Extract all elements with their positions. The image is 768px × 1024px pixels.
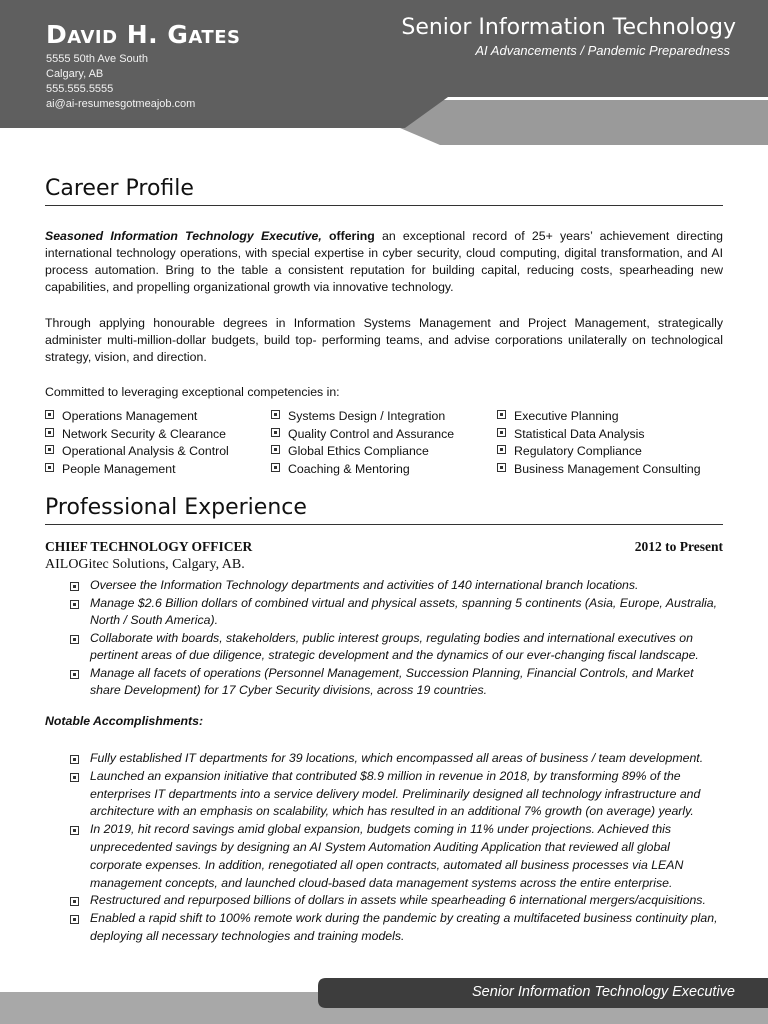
checkbox-bullet-icon bbox=[271, 410, 280, 419]
checkbox-bullet-icon bbox=[271, 445, 280, 454]
header-subtitle: AI Advancements / Pandemic Preparedness bbox=[475, 43, 730, 58]
accomplishment-item: Fully established IT departments for 39 locations, which encompassed all areas of business / team development. bbox=[70, 750, 720, 768]
checkbox-bullet-icon bbox=[45, 410, 54, 419]
job-company: AILOGitec Solutions, Calgary, AB. bbox=[45, 557, 245, 572]
contact-phone: 555.555.5555 bbox=[46, 83, 114, 95]
competency-item: Operational Analysis & Control bbox=[45, 443, 229, 461]
candidate-name: David H. Gates bbox=[46, 20, 241, 49]
checkbox-bullet-icon bbox=[70, 897, 79, 906]
checkbox-bullet-icon bbox=[497, 463, 506, 472]
contact-address: 5555 50th Ave South bbox=[46, 53, 148, 65]
experience-heading: Professional Experience bbox=[45, 495, 723, 525]
checkbox-bullet-icon bbox=[271, 428, 280, 437]
checkbox-bullet-icon bbox=[45, 428, 54, 437]
duties-list bbox=[70, 577, 720, 700]
duty-item: Manage all facets of operations (Personnel Management, Succession Planning, Financial Controls, and Market share Development) for 17 Cyber Security divisions, across 19 countries. bbox=[70, 665, 720, 700]
accomplishment-item: Restructured and repurposed billions of dollars in assets while spearheading 6 international mergers/acquisitions. bbox=[70, 892, 720, 910]
checkbox-bullet-icon bbox=[70, 755, 79, 764]
checkbox-bullet-icon bbox=[45, 463, 54, 472]
competency-item: Statistical Data Analysis bbox=[497, 426, 701, 444]
checkbox-bullet-icon bbox=[70, 670, 79, 679]
checkbox-bullet-icon bbox=[271, 463, 280, 472]
checkbox-bullet-icon bbox=[45, 445, 54, 454]
checkbox-bullet-icon bbox=[70, 826, 79, 835]
competency-item: Business Management Consulting bbox=[497, 461, 701, 479]
checkbox-bullet-icon bbox=[70, 915, 79, 924]
checkbox-bullet-icon bbox=[70, 773, 79, 782]
profile-lead: Seasoned Information Technology Executive, bbox=[45, 229, 322, 243]
profile-paragraph-2: Through applying honourable degrees in Information Systems Management and Project Management, strategically administer multi-million-dollar budgets, build top- performing teams, and advise corporations unilaterally on technological strategy, vision, and direction. bbox=[45, 316, 723, 364]
accomplishment-item: In 2019, hit record savings amid global expansion, budgets coming in 11% under projections. Achieved this unprecedented savings by designing an AI System Automation Auditing Application that reviewed all global corporate expenses. In addition, renegotiated all open contracts, automated all business processes via LEAN management concepts, and launched cloud-based data management systems across the entire enterprise. bbox=[70, 821, 720, 892]
competency-item: Executive Planning bbox=[497, 408, 701, 426]
competency-item: Systems Design / Integration bbox=[271, 408, 454, 426]
job-entry bbox=[45, 539, 723, 573]
header-title: Senior Information Technology bbox=[401, 15, 736, 40]
job-title: CHIEF TECHNOLOGY OFFICER bbox=[45, 539, 253, 554]
checkbox-bullet-icon bbox=[70, 635, 79, 644]
competency-item: Regulatory Compliance bbox=[497, 443, 701, 461]
footer-title: Senior Information Technology Executive bbox=[471, 984, 735, 1000]
profile-text: an exceptional record of 25+ years’ achievement directing international technology operations, with special expertise in cyber security, cloud computing, digital transformation, and AI process automation. Bring to the table a consistent reputation for building capital, reducing costs, spearheading new capabilities, and propelling organizational growth via innovative technology. bbox=[45, 229, 723, 294]
competency-item: Quality Control and Assurance bbox=[271, 426, 454, 444]
checkbox-bullet-icon bbox=[70, 600, 79, 609]
accomplishments-label: Notable Accomplishments: bbox=[45, 714, 204, 728]
contact-city: Calgary, AB bbox=[46, 68, 104, 80]
profile-offering: offering bbox=[329, 229, 375, 243]
checkbox-bullet-icon bbox=[497, 445, 506, 454]
checkbox-bullet-icon bbox=[70, 582, 79, 591]
profile-paragraph-1 bbox=[45, 228, 723, 296]
contact-email[interactable]: ai@ai-resumesgotmeajob.com bbox=[46, 98, 196, 110]
competency-item: People Management bbox=[45, 461, 229, 479]
competency-item: Global Ethics Compliance bbox=[271, 443, 454, 461]
career-profile-heading: Career Profile bbox=[45, 176, 723, 206]
contact-block bbox=[46, 52, 195, 112]
competency-column-3 bbox=[497, 408, 701, 478]
job-dates: 2012 to Present bbox=[634, 539, 723, 554]
competency-column-2 bbox=[271, 408, 454, 478]
profile-paragraph-3: Committed to leveraging exceptional competencies in: bbox=[45, 385, 340, 399]
duty-item: Oversee the Information Technology departments and activities of 140 international branch locations. bbox=[70, 577, 720, 595]
competency-column-1 bbox=[45, 408, 229, 478]
accomplishment-item: Enabled a rapid shift to 100% remote work during the pandemic by creating a multifaceted business continuity plan, deploying all necessary technologies and training models. bbox=[70, 910, 720, 946]
duty-item: Manage $2.6 Billion dollars of combined virtual and physical assets, spanning 5 continents (Asia, Europe, Australia, North / South America). bbox=[70, 595, 720, 630]
checkbox-bullet-icon bbox=[497, 410, 506, 419]
competency-item: Coaching & Mentoring bbox=[271, 461, 454, 479]
competency-item: Network Security & Clearance bbox=[45, 426, 229, 444]
duty-item: Collaborate with boards, stakeholders, public interest groups, regulating bodies and international executives on pertinent areas of due diligence, strategic development and the dynamics of our ever-changing fiscal landscape. bbox=[70, 630, 720, 665]
checkbox-bullet-icon bbox=[497, 428, 506, 437]
accomplishment-item: Launched an expansion initiative that contributed $8.9 million in revenue in 2018, by transforming 89% of the enterprises IT departments into a service delivery model. Preliminarily designed all technology infrastructure and architecture with an emphasis on scalability, which has resulted in an additional 7% growth (on average) yearly. bbox=[70, 768, 720, 821]
accomplishments-list bbox=[70, 750, 720, 946]
competency-item: Operations Management bbox=[45, 408, 229, 426]
